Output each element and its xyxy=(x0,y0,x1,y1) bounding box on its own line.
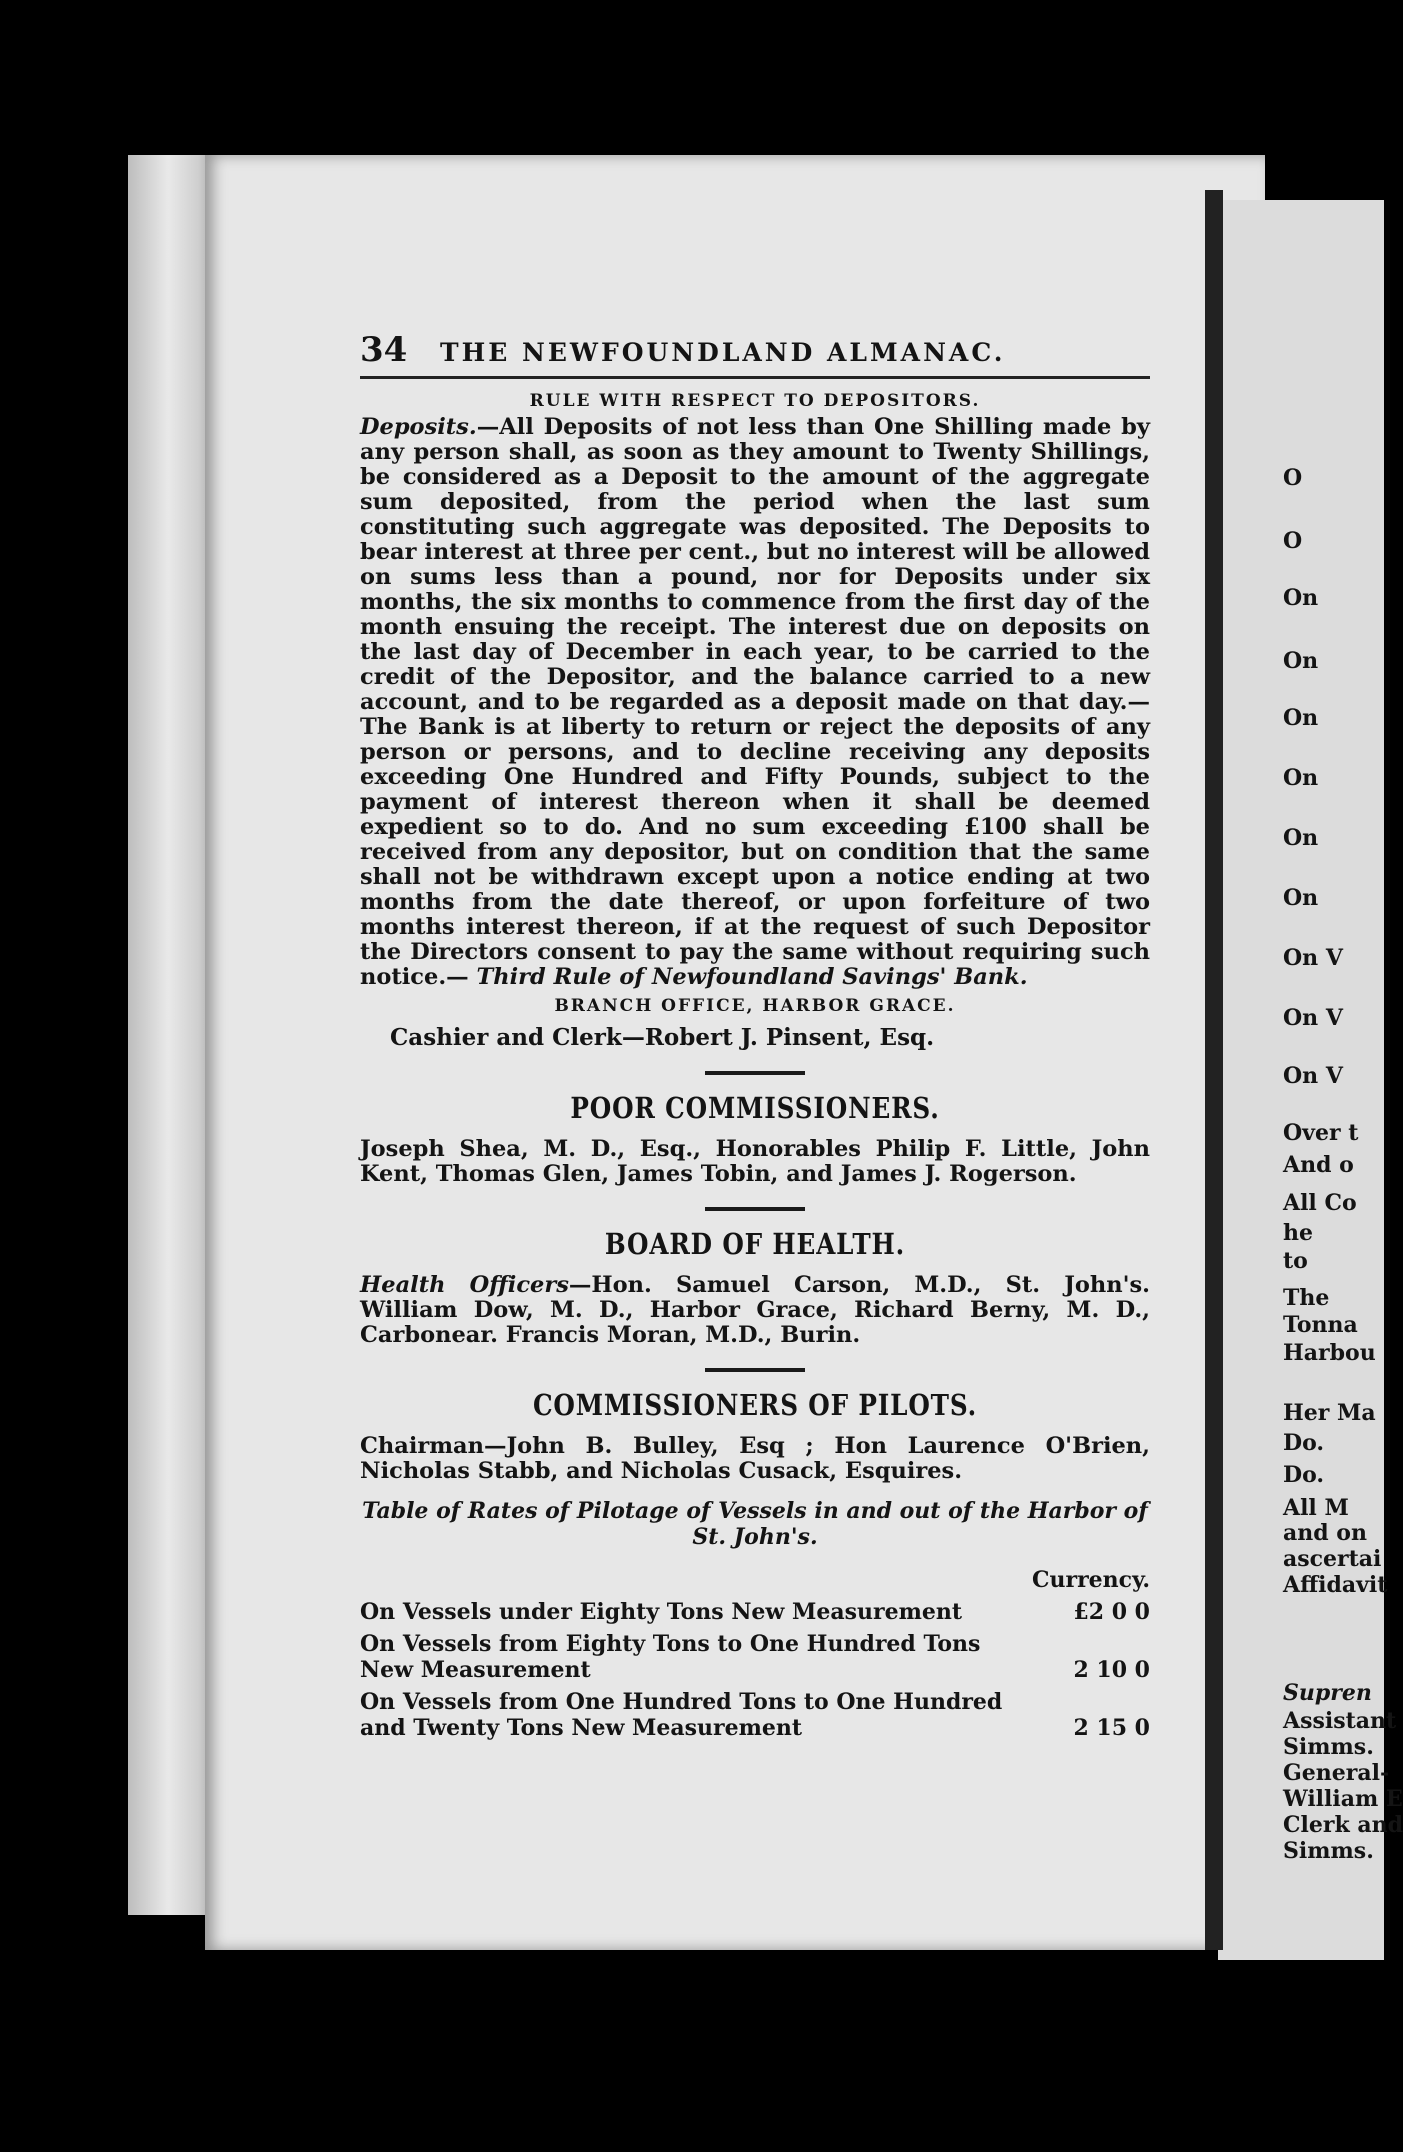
pilots-title: COMMISSIONERS OF PILOTS. xyxy=(532,1388,978,1422)
table-row xyxy=(360,1596,1150,1628)
facing-line: On xyxy=(1283,885,1319,911)
section-divider xyxy=(705,1071,805,1075)
facing-line: All M xyxy=(1283,1495,1349,1521)
rate-description: On Vessels from One Hundred Tons to One Hundred and Twenty Tons New Measurement xyxy=(360,1689,1003,1741)
facing-line: On V xyxy=(1283,1005,1343,1031)
page-header xyxy=(360,330,1150,379)
page-number: 34 xyxy=(360,330,408,370)
table-row xyxy=(360,1628,1150,1686)
facing-line: Her Ma xyxy=(1283,1400,1376,1426)
facing-line: ascertai xyxy=(1283,1546,1382,1572)
facing-line: The xyxy=(1283,1285,1330,1311)
facing-line: Assistant xyxy=(1283,1708,1397,1734)
facing-line: On xyxy=(1283,585,1319,611)
page-content xyxy=(360,330,1150,1744)
facing-line: On xyxy=(1283,648,1319,674)
health-officers-list: —Hon. Samuel Carson, M.D., St. John's. William Dow, M. D., Harbor Grace, Richard Berny, M. D., Carbonear. Francis Moran, M.D., Burin. xyxy=(360,1272,1150,1348)
facing-line: On xyxy=(1283,825,1319,851)
running-title: THE NEWFOUNDLAND ALMANAC. xyxy=(440,338,1006,367)
rate-amount: 2 10 0 xyxy=(1073,1657,1150,1683)
rate-amount: £2 0 0 xyxy=(1073,1599,1150,1625)
facing-line: On V xyxy=(1283,1063,1343,1089)
board-of-health-title: BOARD OF HEALTH. xyxy=(604,1227,906,1261)
table-row xyxy=(360,1686,1150,1744)
rate-description: On Vessels from Eighty Tons to One Hundred Tons New Measurement xyxy=(360,1631,981,1683)
health-officers-lead: Health Officers xyxy=(360,1272,569,1298)
poor-commissioners-title: POOR COMMISSIONERS. xyxy=(570,1091,940,1125)
facing-line: Tonna xyxy=(1283,1312,1358,1338)
pilotage-rates-table xyxy=(360,1564,1150,1744)
facing-line: Do. xyxy=(1283,1462,1325,1488)
poor-commissioners-body: Joseph Shea, M. D., Esq., Honorables Philip F. Little, John Kent, Thomas Glen, James Tobin, and James J. Rogerson. xyxy=(360,1136,1150,1187)
pilots-body: Chairman—John B. Bulley, Esq ; Hon Laurence O'Brien, Nicholas Stabb, and Nicholas Cusack, Esquires. xyxy=(360,1433,1150,1484)
facing-line: Simms. xyxy=(1283,1734,1374,1760)
facing-line: Supren xyxy=(1283,1680,1372,1706)
branch-heading: BRANCH OFFICE, HARBOR GRACE. xyxy=(554,996,956,1016)
pilotage-table-title: Table of Rates of Pilotage of Vessels in and out of the Harbor of St. John's. xyxy=(362,1498,1148,1550)
facing-line: he xyxy=(1283,1220,1313,1246)
branch-cashier: Cashier and Clerk—Robert J. Pinsent, Esq. xyxy=(390,1024,935,1051)
facing-line: On xyxy=(1283,705,1319,731)
facing-line: Affidavit xyxy=(1283,1572,1388,1598)
facing-line: William E xyxy=(1283,1786,1403,1812)
depositors-rule xyxy=(360,415,1150,990)
facing-line: Clerk and xyxy=(1283,1812,1403,1838)
depositors-attribution: Third Rule of Newfoundland Savings' Bank. xyxy=(476,964,1028,990)
facing-line: O xyxy=(1283,465,1303,491)
section-divider xyxy=(705,1368,805,1372)
board-of-health-body xyxy=(360,1273,1150,1348)
depositors-lead: Deposits. xyxy=(360,414,477,440)
facing-line: Do. xyxy=(1283,1430,1325,1456)
depositors-heading: RULE WITH RESPECT TO DEPOSITORS. xyxy=(529,391,981,411)
facing-line: Over t xyxy=(1283,1120,1359,1146)
currency-label: Currency. xyxy=(1032,1567,1150,1593)
facing-line: O xyxy=(1283,528,1303,554)
table-header-row xyxy=(360,1564,1150,1596)
book-gutter xyxy=(1205,190,1223,1950)
facing-line: Simms. xyxy=(1283,1838,1374,1864)
section-divider xyxy=(705,1207,805,1211)
facing-line: All Co xyxy=(1283,1190,1357,1216)
facing-line: On xyxy=(1283,765,1319,791)
facing-line: to xyxy=(1283,1248,1308,1274)
facing-line: Harbou xyxy=(1283,1340,1376,1366)
rate-amount: 2 15 0 xyxy=(1073,1715,1150,1741)
rate-description: On Vessels under Eighty Tons New Measurement xyxy=(360,1599,963,1625)
facing-line: On V xyxy=(1283,945,1343,971)
facing-line: General- xyxy=(1283,1760,1390,1786)
facing-line: and on xyxy=(1283,1520,1367,1546)
facing-line: And o xyxy=(1283,1152,1354,1178)
depositors-body: —All Deposits of not less than One Shilling made by any person shall, as soon as they amount to Twenty Shillings, be considered as a Deposit to the amount of the aggregate sum deposited, from the period when the last sum constituting such aggregate was deposited. The Deposits to bear interest at three per cent., but no interest will be allowed on sums less than a pound, nor for Deposits under six months, the six months to commence from the first day of the month ensuing the receipt. The interest due on deposits on the last day of December in each year, to be carried to the credit of the Depositor, and the balance carried to a new account, and to be regarded as a deposit made on that day.—The Bank is at liberty to return or reject the deposits of any person or persons, and to decline receiving any deposits exceeding One Hundred and Fifty Pounds, subject to the payment of interest thereon when it shall be deemed expedient so to do. And no sum exceeding £100 shall be received from any depositor, but on condition that the same shall not be withdrawn except upon a notice ending at two months from the date thereof, or upon forfeiture of two months interest thereon, if at the request of such Depositor the Directors consent to pay the same without requiring such notice.— xyxy=(360,414,1150,990)
